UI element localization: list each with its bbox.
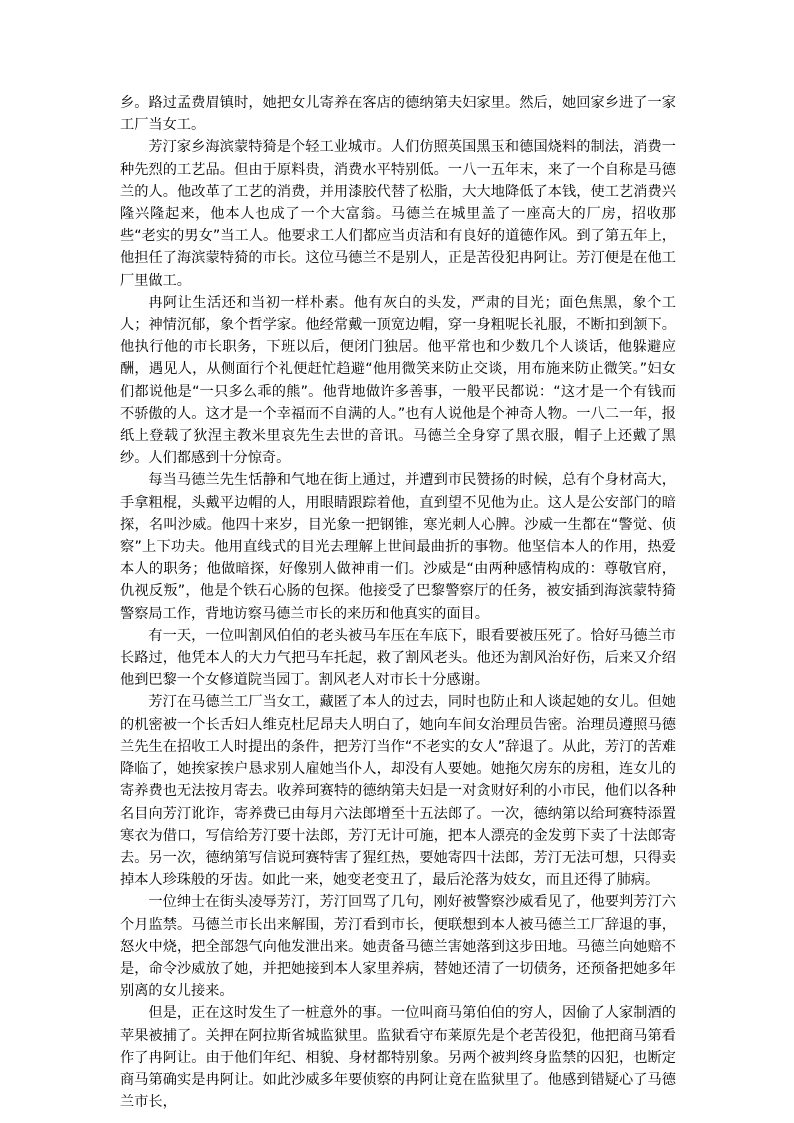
paragraph-2: 芳汀家乡海滨蒙特猗是个轻工业城市。人们仿照英国黑玉和德国烧料的制法，消费一种先烈的工艺品。但由于原料贵，消费水平特别低。一八一五年末，来了一个自称是马德兰的人。他改革了工艺的消费，并用漆胶代替了松脂，大大地降低了本钱，使工艺消费兴隆兴隆起来，他本人也成了一个大富翁。马德兰在城里盖了一座高大的厂房，招收那些“老实的男女”当工人。他要求工人们都应当贞洁和有良好的道德作风。到了第五年上，他担任了海滨蒙特猗的市长。这位马德兰不是别人，正是苦役犯冉阿让。芳汀便是在他工厂里做工。	[120, 139, 676, 289]
paragraph-1: 乡。路过孟费眉镇时，她把女儿寄养在客店的德纳第夫妇家里。然后，她回家乡进了一家工厂当女工。	[120, 95, 676, 134]
document-page	[120, 92, 676, 1113]
paragraph-7: 一位绅士在街头凌辱芳汀，芳汀回骂了几句，刚好被警察沙威看见了，他要判芳汀六个月监禁。马德兰市长出来解围，芳汀看到市长，便联想到本人被马德兰工厂辞退的事，怒火中烧，把全部怨气向他发泄出来。她责备马德兰害她落到这步田地。马德兰向她赔不是，命令沙威放了她，并把她接到本人家里养病，替她还清了一切债务，还预备把她多年别离的女儿接来。	[120, 894, 676, 1000]
paragraph-8: 但是，正在这时发生了一桩意外的事。一位叫商马第伯伯的穷人，因偷了人家制酒的苹果被捕了。关押在阿拉斯省城监狱里。监狱看守布莱原先是个老苦役犯，他把商马第看作了冉阿让。由于他们年纪、相貌、身材都特别象。另两个被判终身监禁的囚犯，也断定商马第确实是冉阿让。如此沙威多年要侦察的冉阿让竟在监狱里了。他感到错疑心了马德兰市长，	[120, 1005, 676, 1111]
paragraph-5: 有一天，一位叫割风伯伯的老头被马车压在车底下，眼看要被压死了。恰好马德兰市长路过，他凭本人的大力气把马车托起，救了割风老头。他还为割风治好伤，后来又介绍他到巴黎一个女修道院当园丁。割风老人对市长十分感谢。	[120, 627, 676, 689]
paragraph-4: 每当马德兰先生恬静和气地在街上通过，并遭到市民赞扬的时候，总有个身材高大，手拿粗棍，头戴平边帽的人，用眼睛跟踪着他，直到望不见他为止。这人是公安部门的暗探，名叫沙威。他四十来岁，目光象一把钢锥，寒光刺人心脾。沙威一生都在“警觉、侦察”上下功夫。他用直线式的目光去理解上世间最曲折的事物。他坚信本人的作用，热爱本人的职务；他做暗探，好像别人做神甫一们。沙威是“由两种感情构成的：尊敬官府，仇视反叛”，他是个铁石心肠的包探。他接受了巴黎警察厅的任务，被安插到海滨蒙特猗警察局工作，背地访察马德兰市长的来历和他真实的面目。	[120, 472, 676, 622]
paragraph-3: 冉阿让生活还和当初一样朴素。他有灰白的头发，严肃的目光；面色焦黑，象个工人；神情沉郁，象个哲学家。他经常戴一顶宽边帽，穿一身粗呢长礼服，不断扣到颔下。他执行他的市长职务，下班以后，便闭门独居。他平常也和少数几个人谈话，他躲避应酬，遇见人，从侧面行个礼便赶忙趋避“他用微笑来防止交谈，用布施来防止微笑。”妇女们都说他是“一只多么乖的熊”。他背地做许多善事，一般平民都说：“这才是一个有钱而不骄傲的人。这才是一个幸福而不自满的人。”也有人说他是个神奇人物。一八二一年，报纸上登载了狄涅主教米里哀先生去世的音讯。马德兰全身穿了黑衣服，帽子上还戴了黑纱。人们都感到十分惊奇。	[120, 294, 676, 467]
paragraph-6: 芳汀在马德兰工厂当女工，藏匿了本人的过去，同时也防止和人谈起她的女儿。但她的机密被一个长舌妇人维克杜尼昂夫人明白了，她向车间女治理员告密。治理员遵照马德兰先生在招收工人时提出的条件，把芳汀当作“不老实的女人”辞退了。从此，芳汀的苦难降临了，她挨家挨户恳求别人雇她当仆人，却没有人要她。她拖欠房东的房租，连女儿的寄养费也无法按月寄去。收养珂赛特的德纳第夫妇是一对贪财好利的小市民，他们以各种名目向芳汀讹诈，寄养费已由每月六法郎增至十五法郎了。一次，德纳第以给珂赛特添置寒衣为借口，写信给芳汀要十法郎，芳汀无计可施，把本人漂亮的金发剪下卖了十法郎寄去。另一次，德纳第写信说珂赛特害了猩红热，要她寄四十法郎，芳汀无法可想，只得卖掉本人珍珠般的牙齿。如此一来，她变老变丑了，最后沦落为妓女，而且还得了肺病。	[120, 694, 676, 889]
